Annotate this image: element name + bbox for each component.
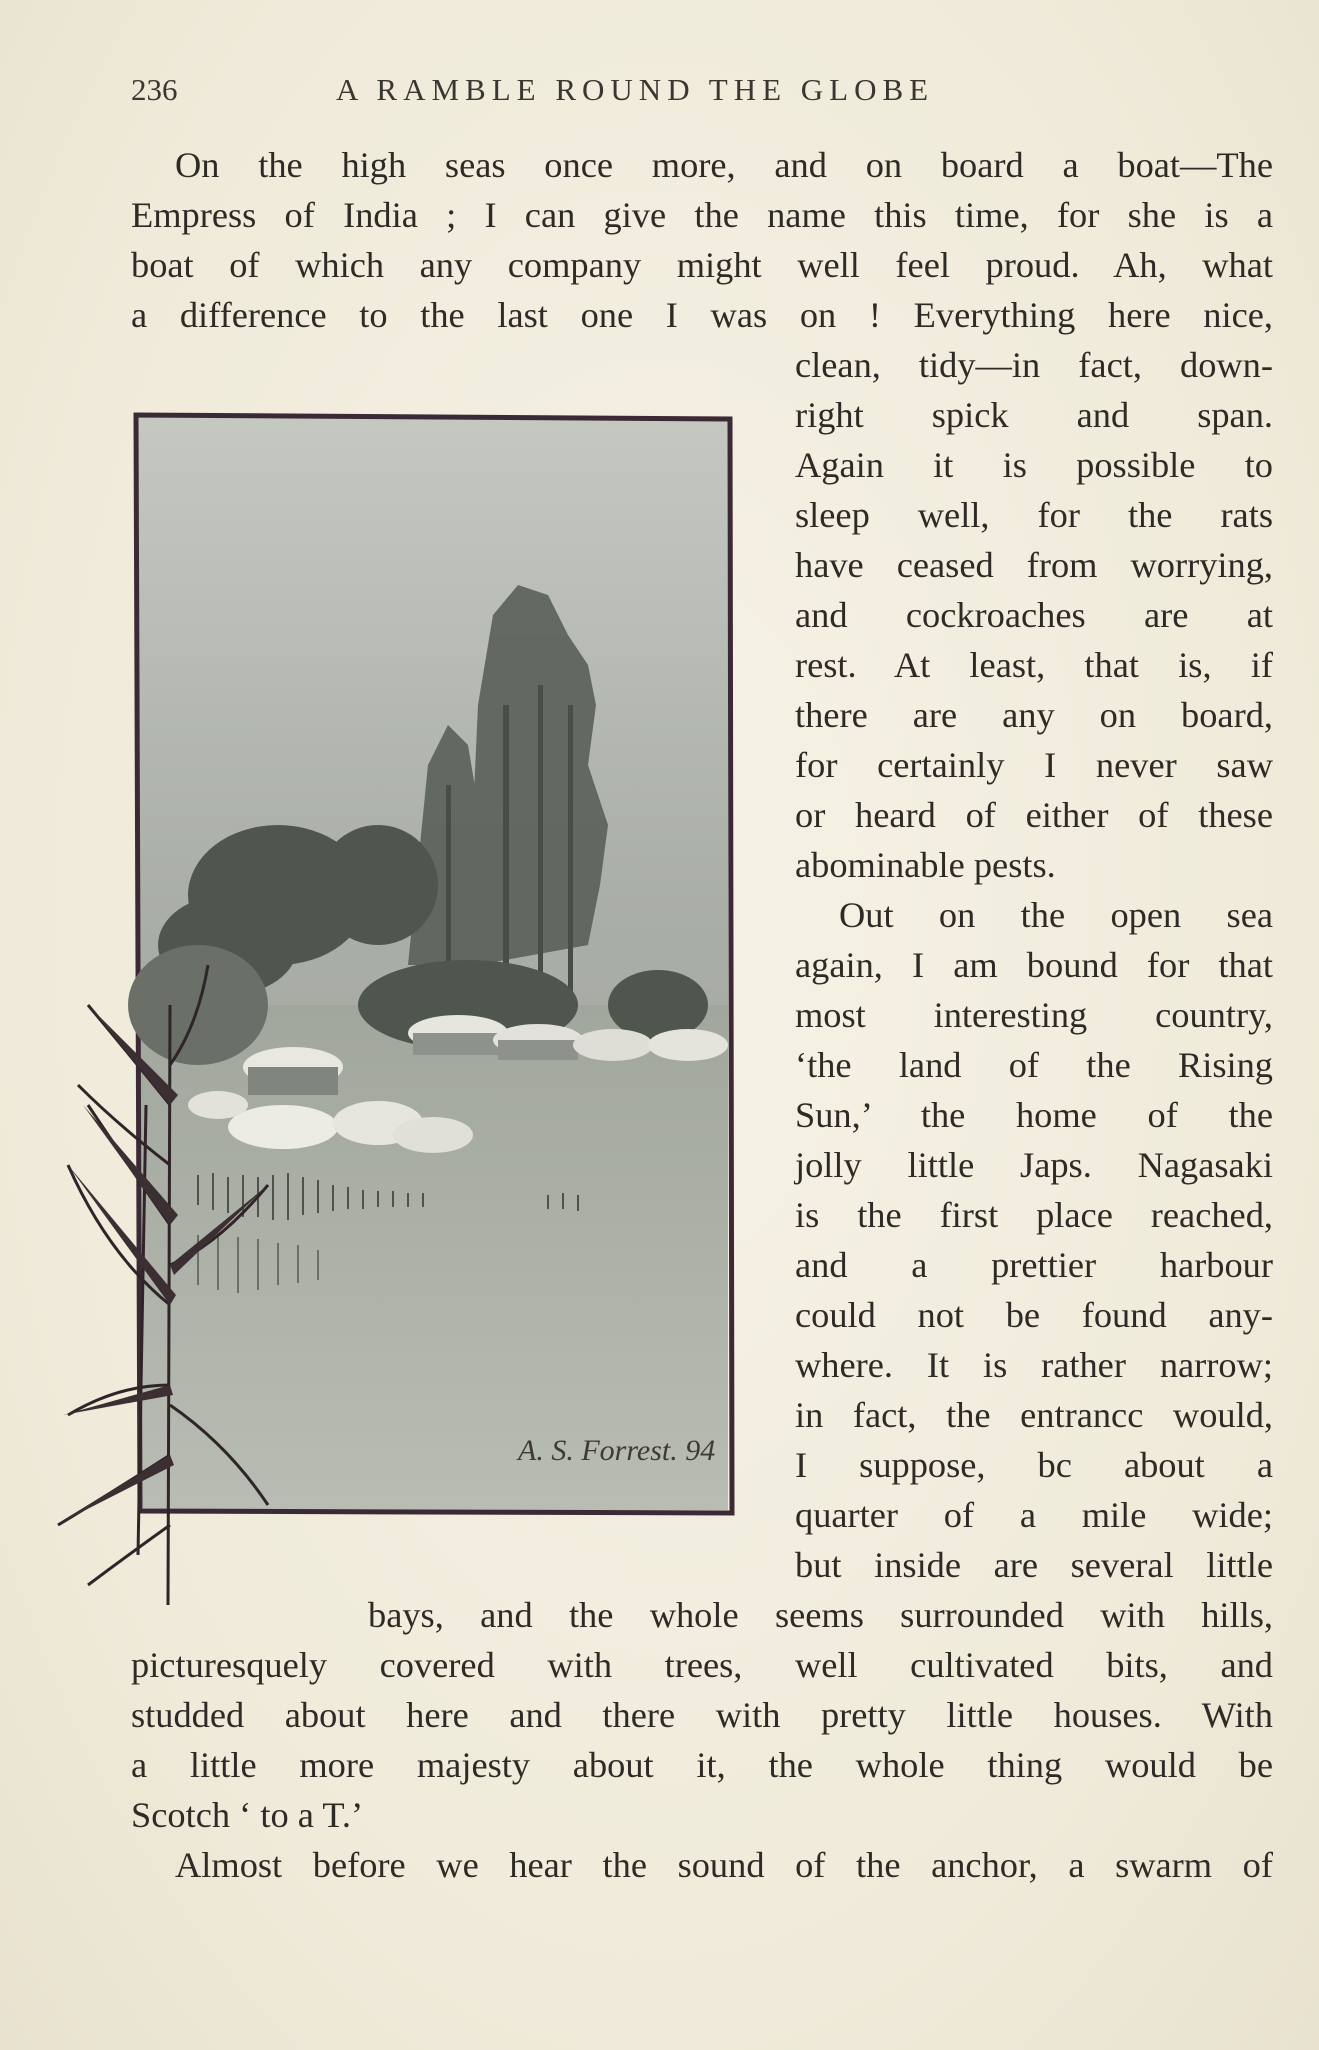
text-line: I suppose, bc about a	[795, 1445, 1273, 1485]
text-line: On the high seas once more, and on board a boat—The	[175, 145, 1273, 185]
text-line: could not be found any-	[795, 1295, 1273, 1335]
text-line: and cockroaches are at	[795, 595, 1273, 635]
text-line: there are any on board,	[795, 695, 1273, 735]
text-line: boat of which any company might well feel proud. Ah, what	[131, 245, 1273, 285]
text-line: have ceased from worrying,	[795, 545, 1273, 585]
text-line: for certainly I never saw	[795, 745, 1273, 785]
text-line: Empress of India ; I can give the name this time, for she is a	[131, 195, 1273, 235]
text-line: quarter of a mile wide;	[795, 1495, 1273, 1535]
text-line: sleep well, for the rats	[795, 495, 1273, 535]
text-line: where. It is rather narrow;	[795, 1345, 1273, 1385]
text-line: Out on the open sea	[839, 895, 1273, 935]
text-line: again, I am bound for that	[795, 945, 1273, 985]
text-line: most interesting country,	[795, 995, 1273, 1035]
running-head	[131, 72, 1086, 112]
text-line: but inside are several little	[795, 1545, 1273, 1585]
text-line: is the first place reached,	[795, 1195, 1273, 1235]
artist-signature: A. S. Forrest. 94	[518, 1434, 716, 1467]
text-line: a difference to the last one I was on ! Everything here nice,	[131, 295, 1273, 335]
text-line: Sun,’ the home of the	[795, 1095, 1273, 1135]
text-line: picturesquely covered with trees, well cultivated bits, and	[131, 1645, 1273, 1685]
body-text	[131, 140, 1273, 1890]
text-line: and a prettier harbour	[795, 1245, 1273, 1285]
text-line: right spick and span.	[795, 395, 1273, 435]
text-line: ‘the land of the Rising	[795, 1045, 1273, 1085]
text-line: bays, and the whole seems surrounded with hills,	[368, 1595, 1273, 1635]
text-line: clean, tidy—in fact, down-	[795, 345, 1273, 385]
book-title: A RAMBLE ROUND THE GLOBE	[336, 72, 935, 107]
text-line: in fact, the entrancc would,	[795, 1395, 1273, 1435]
text-line: studded about here and there with pretty little houses. With	[131, 1695, 1273, 1735]
text-line: a little more majesty about it, the whole thing would be	[131, 1745, 1273, 1785]
text-line: abominable pests.	[795, 845, 1056, 885]
text-line: Scotch ‘ to a T.’	[131, 1795, 364, 1835]
text-line: or heard of either of these	[795, 795, 1273, 835]
text-line: rest. At least, that is, if	[795, 645, 1273, 685]
text-line: jolly little Japs. Nagasaki	[795, 1145, 1273, 1185]
page-number: 236	[131, 72, 178, 107]
text-line: Almost before we hear the sound of the anchor, a swarm of	[175, 1845, 1273, 1885]
text-line: Again it is possible to	[795, 445, 1273, 485]
